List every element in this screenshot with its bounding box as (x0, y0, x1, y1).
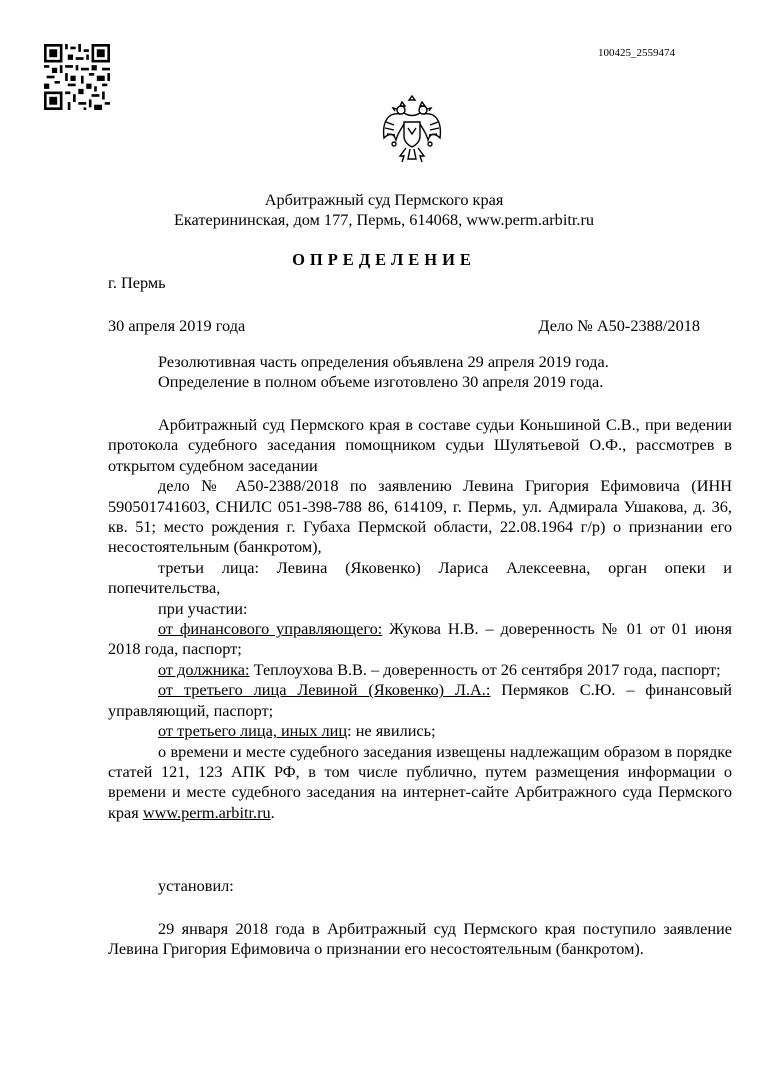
final-paragraph: 29 января 2018 года в Арбитражный суд Пермского края поступило заявление Левина Григория Ефимовича о признании его несостоятельным (банкротом). (108, 919, 732, 959)
court-address: Екатерининская, дом 177, Пермь, 614068, www.perm.arbitr.ru (173, 210, 595, 229)
city: г. Пермь (108, 273, 166, 292)
announcement-line-2: Определение в полном объеме изготовлено 30 апреля 2019 года. (158, 372, 604, 392)
fin-manager-text: Жукова Н.В. – доверенность № 01 от 01 июня 2018 года, паспорт; (108, 619, 732, 659)
third-party-label: от третьего лица Левиной (Яковенко) Л.А.: (158, 680, 491, 700)
case-description: дело № А50-2388/2018 по заявлению Левина Григория Ефимовича (ИНН 590501741603, СНИЛС 051-398-788 86, 614109, г. Пермь, ул. Адмирала Ушакова, д. 36, кв. 51; место рождения г. Губаха Пермской области, 22.08.1964 г/р) о признании его несостоятельным (банкротом), (108, 476, 732, 557)
others-text: : не явились; (347, 721, 436, 741)
established-heading: установил: (158, 876, 234, 895)
court-composition: Арбитражный суд Пермского края в составе судьи Коньшиной С.В., при ведении протокола судебного заседания помощником судьи Шулятьевой О.Ф., рассмотрев в открытом судебном заседании (108, 415, 732, 475)
fin-manager-label: от финансового управляющего: (158, 619, 383, 639)
debtor-label: от должника: (158, 659, 250, 679)
court-name: Арбитражный суд Пермского края (264, 190, 504, 209)
notice-text: о времени и месте судебного заседания извещены надлежащим образом в порядке статей 121, 123 АПК РФ, в том числе публично, путем размещения информации о времени и месте судебного заседания на интернет-сайте Арбитражного суда Пермского края (108, 741, 732, 822)
announcement-line-1: Резолютивная часть определения объявлена 29 апреля 2019 года. (158, 352, 609, 371)
announcement (108, 352, 732, 393)
document-title: ОПРЕДЕЛЕНИЕ (292, 250, 476, 269)
third-party-text: Пермяков С.Ю. – финансовый управляющий, паспорт; (108, 680, 732, 720)
presence-heading: при участии: (158, 598, 248, 618)
third-parties: третьи лица: Левина (Яковенко) Лариса Алексеевна, орган опеки и попечительства, (108, 557, 732, 598)
debtor-text: Теплоухова В.В. – доверенность от 26 сентября 2017 года, паспорт; (249, 659, 721, 679)
fin-manager-line (108, 619, 732, 660)
document-id: 100425_2559474 (598, 47, 675, 59)
case-number: Дело № А50-2388/2018 (538, 316, 700, 335)
qr-code-icon (44, 44, 110, 110)
notice-paragraph (108, 742, 732, 824)
debtor-line (108, 660, 732, 680)
determination-body (108, 415, 732, 823)
others-label: от третьего лица, иных лиц (158, 721, 348, 741)
final-paragraph-block (108, 919, 732, 960)
coat-of-arms-icon (380, 94, 444, 166)
others-line (108, 721, 732, 741)
established-heading-block (108, 876, 732, 896)
third-party-line (108, 680, 732, 721)
document-date: 30 апреля 2019 года (108, 316, 246, 335)
notice-end: . (270, 802, 275, 822)
court-website-link[interactable]: www.perm.arbitr.ru (142, 802, 271, 822)
